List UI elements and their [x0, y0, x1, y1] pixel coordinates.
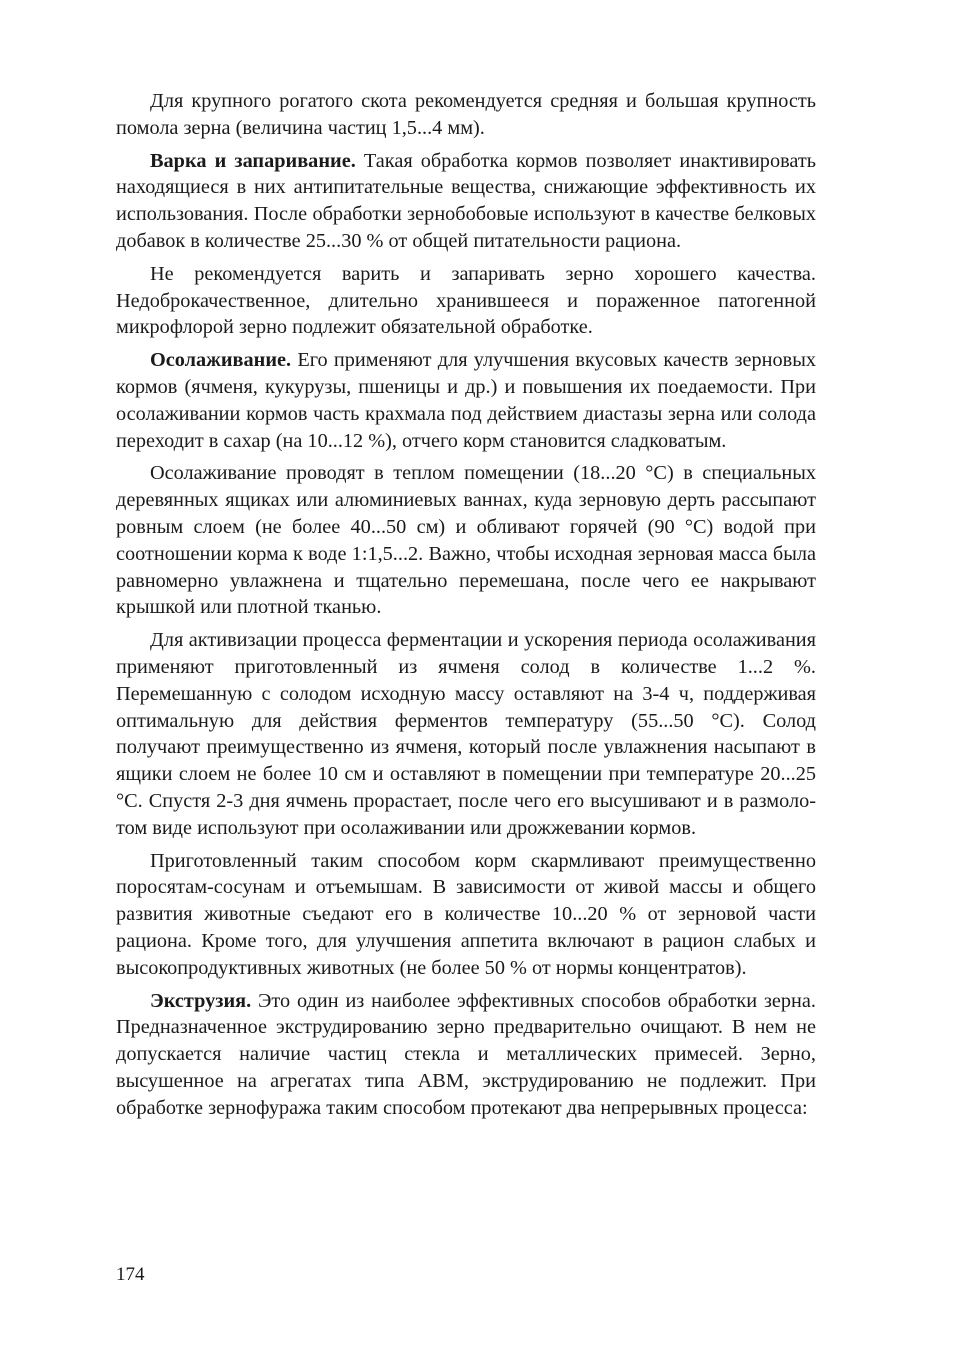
paragraph-text: Приготовленный таким способом корм скармливают преимущественно поросятам-сосунам и отъемышам. В зависимости от живой массы и общего развития животные съедают его в количестве 10...20 % от зерновой части рациона. Кроме того, для улучшения аппетита включают в рацион слабых и высокопродуктивных животных (не более 50 % от нормы концентратов).	[116, 849, 816, 979]
page-body	[116, 88, 816, 1127]
section-term-boiling: Варка и запаривание.	[150, 149, 356, 172]
paragraph-text: Для активизации процесса ферментации и ускорения периода осолаживания применяют приготовленный из ячменя солод в количестве 1...2 %. Перемешанную с солодом исходную массу оставляют на 3-4 ч, поддерживая оптимальную для действия ферментов температуру (55...50 °С). Солод получают преимущественно из ячменя, который после увлажнения насыпают в ящики слоем не более 10 см и оставляют в помещении при температуре 20...25 °С. Спустя 2-3 дня ячмень прорастает, после чего его высушивают и в размолотом виде используют при осолаживании или дрожжевании кормов.	[116, 629, 816, 839]
paragraph-text: Осолаживание проводят в теплом помещении (18...20 °С) в специальных деревянных ящиках или алюминиевых ваннах, куда зерновую дерть рассыпают ровным слоем (не более 40...50 см) и обливают горячей (90 °С) водой при соотношении корма к воде 1:1,5...2. Важно, чтобы исходная зерновая масса была равномерно увлажнена и тщательно перемешана, после чего ее накрывают крышкой или плотной тканью.	[116, 462, 816, 619]
paragraph-text: Такая обработка кормов позволяет инактивировать находящиеся в них антипитательные вещества, снижающие эффективность их использования. После обработки зернобобовые используют в качестве белковых добавок в количестве 25...30 % от общей питательности рациона.	[116, 149, 816, 252]
paragraph-boiling	[116, 148, 816, 255]
paragraph-grinding	[116, 88, 816, 142]
paragraph-text: Для крупного рогатого скота рекомендуется средняя и большая крупность помола зерна (величина частиц 1,5...4 мм).	[116, 90, 816, 139]
section-term-malting: Осолаживание.	[150, 349, 292, 372]
paragraph-boiling-quality	[116, 261, 816, 341]
paragraph-feeding	[116, 848, 816, 982]
paragraph-text: Не рекомендуется варить и запаривать зерно хорошего качества. Недоброкачественное, длительно хранившееся и пораженное патогенной микрофлорой зерно подлежит обязательной обработке.	[116, 262, 816, 339]
paragraph-extrusion	[116, 988, 816, 1122]
paragraph-text: Его применяют для улучшения вкусовых качеств зерновых кормов (ячменя, кукурузы, пшеницы и др.) и повышения их поедаемости. При осолаживании кормов часть крахмала под действием диастазы зерна или солода переходит в сахар (на 10...12 %), отчего корм становится сладковатым.	[116, 349, 816, 452]
page-number: 174	[116, 1264, 145, 1285]
paragraph-malting	[116, 347, 816, 454]
section-term-extrusion: Экструзия.	[150, 989, 252, 1012]
paragraph-text: Это один из наиболее эффективных способов обработки зерна. Предназначенное экструдированию зерно предварительно очищают. В нем не допускается наличие частиц стекла и металлических примесей. Зерно, высушенное на агрегатах типа АВМ, экструдированию не подлежит. При обработке зернофуража таким способом протекают два непрерывных процесса:	[116, 989, 816, 1119]
paragraph-malting-process	[116, 460, 816, 621]
paragraph-fermentation	[116, 627, 816, 841]
